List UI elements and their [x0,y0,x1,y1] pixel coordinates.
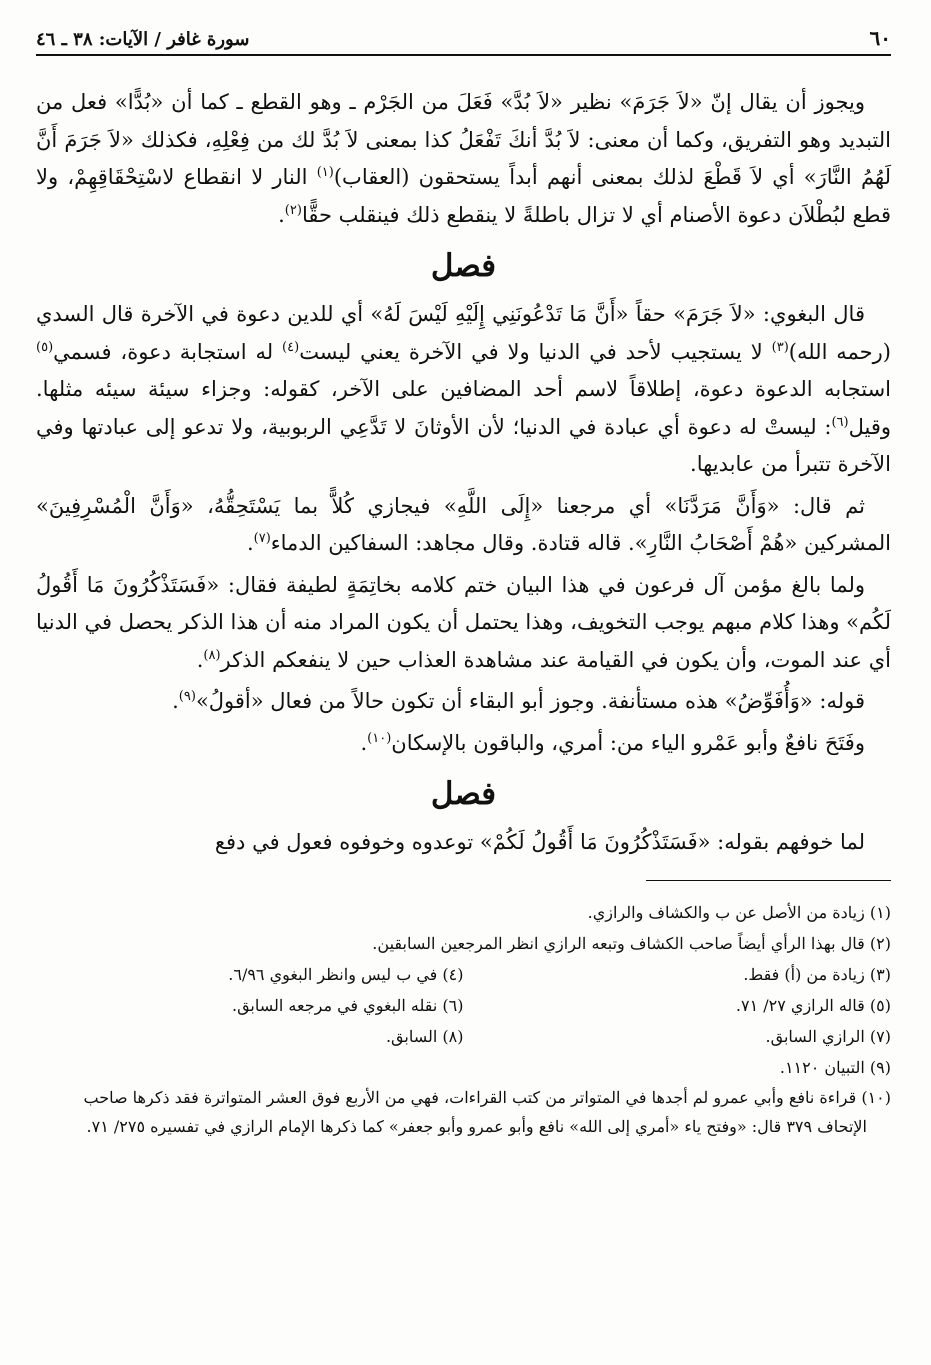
footnote-9: (٩) التبيان ١١٢٠. [779,1057,891,1077]
paragraph-1: ويجوز أن يقال إنّ «لاَ جَرَمَ» نظير «لاَ بُدَّ» فَعَلَ من الجَرْم ـ وهو القطع ـ كما أن «بُدًّا» فعل من التبديد وهو التفريق، وكما أن معنى: لاَ بُدَّ أنكَ تَفْعَلُ كذا بمعنى لاَ بُدَّ لك من فِعْلِهِ، فكذلك «لاَ جَرَمَ أَنَّ لَهُمُ النَّارَ» أي لاَ قَطْعَ لذلك بمعنى أنهم أبداً يستحقون (العقاب)$^{(١)}$ النار لا انقطاع لاسْتِحْقَاقِهِمْ، ولا قطع لبُطْلاَن دعوة الأصنام أي لا تزال باطلةً لا ينقطع ذلك فينقلب حقًّا$^{(٢)}$. [36,90,891,227]
page-header [36,26,891,56]
footnote-ref-9: (٩) [178,689,196,704]
footnote-ref-4: (٤) [282,339,300,355]
footnote-ref-7: (٧) [253,531,271,546]
paragraph-3: ثم قال: «وَأَنَّ مَرَدَّنَا» أي مرجعنا «إِلَى اللَّهِ» فيجازي كُلاًّ بما يَسْتَحِقُّهُ، «وَأَنَّ الْمُسْرِفِينَ» المشركين «هُمْ أَصْحَابُ النَّارِ». قاله قتادة. وقال مجاهد: السفاكين الدماء$^{(٧)}$. [36,493,891,555]
section-heading-1: فصل [430,248,497,284]
footnote-8: (٨) السابق. [385,1026,464,1046]
footnote-ref-1: (١) [316,165,334,180]
footnote-ref-10: (١٠) [367,730,392,746]
footnote-4: (٤) في ب ليس وانظر البغوي ٦/٩٦. [228,964,464,984]
footnote-ref-8: (٨) [203,647,221,663]
footnotes [36,897,891,1141]
footnote-10: (١٠) قراءة نافع وأبي عمرو لم أجدها في المتواتر من كتب القراءات، فهي من الأربع فوق العشر المتواترة فقد ذكرها صاحب الإتحاف ٣٧٩ قال: «وفتح ياء «أمري إلى الله» نافع وأبو عمرو وأبو جعفر» كما ذكرها الإمام الرازي في تفسيره ٢٧٥/ ٧١. [83,1087,891,1136]
footnote-ref-6: (٦) [831,414,849,430]
footnote-ref-3: (٣) [771,339,789,355]
footnote-divider [646,880,891,881]
footnote-6: (٦) نقله البغوي في مرجعه السابق. [231,995,464,1015]
footnote-1: (١) زيادة من الأصل عن ب والكشاف والرازي. [587,902,891,922]
paragraph-7: لما خوفهم بقوله: «فَسَتَذْكُرُونَ مَا أَقُولُ لَكُمْ» توعدوه وخوفوه فعول في دفع [214,830,865,854]
footnote-3: (٣) زيادة من (أ) فقط. [743,964,891,984]
footnote-ref-5: (٥) [36,339,54,355]
section-heading-2: فصل [430,776,497,812]
paragraph-6: وفَتَحَ نافعٌ وأبو عَمْرو الياء من: أمري، والباقون بالإسكان$^{(١٠)}$. [360,730,865,755]
page-number: ٦٠ [869,26,891,50]
footnote-2: (٢) قال بهذا الرأي أيضاً صاحب الكشاف وتبعه الرازي انظر المرجعين السابقين. [372,933,891,953]
paragraph-4: ولما بالغ مؤمن آل فرعون في هذا البيان ختم كلامه بخاتِمَةٍ لطيفة فقال: «فَسَتَذْكُرُونَ مَا أَقُولُ لَكُم» وهذا كلام مبهم يوجب التخويف، وهذا يحتمل أن يكون المراد منه أن هذا الذكر يحصل في الدنيا أي عند الموت، وأن يكون في القيامة عند مشاهدة العذاب حين لا ينفعكم الذكر$^{(٨)}$. [36,572,891,672]
surah-title: سورة غافر / الآيات: ٣٨ ـ ٤٦ [36,29,250,50]
footnote-ref-2: (٢) [284,202,302,218]
paragraph-5: قوله: «وَأُفَوِّضُ» هذه مستأنفة. وجوز أبو البقاء أن تكون حالاً من فعال «أقولُ»$^{(٩)}$. [172,689,865,713]
paragraph-2: قال البغوي: «لاَ جَرَمَ» حقاً «أَنَّ مَا تَدْعُونَنِي إِلَيْهِ لَيْسَ لَهُ» أي للدين دعوة في الآخرة قال السدي (رحمه الله)$^{(٣)}$ لا يستجيب لأحد في الدنيا ولا في الآخرة يعني ليست$^{(٤)}$ له استجابة دعوة، فسمي$^{(٥)}$ استجابه الدعوة دعوة، إطلاقاً لاسم أحد المضافين على الآخر، كقوله: وجزاء سيئة سيئه مثلها. وقيل$^{(٦)}$: ليستْ له دعوة أي عبادة في الدنيا؛ لأن الأوثانَ لا تَدَّعِي الربوبية، ولا تدعو إلى عبادتها وفي الآخرة تتبرأ من عابديها. [36,302,892,476]
footnote-7: (٧) الرازي السابق. [765,1026,891,1046]
footnote-5: (٥) قاله الرازي ٢٧/ ٧١. [735,995,891,1015]
